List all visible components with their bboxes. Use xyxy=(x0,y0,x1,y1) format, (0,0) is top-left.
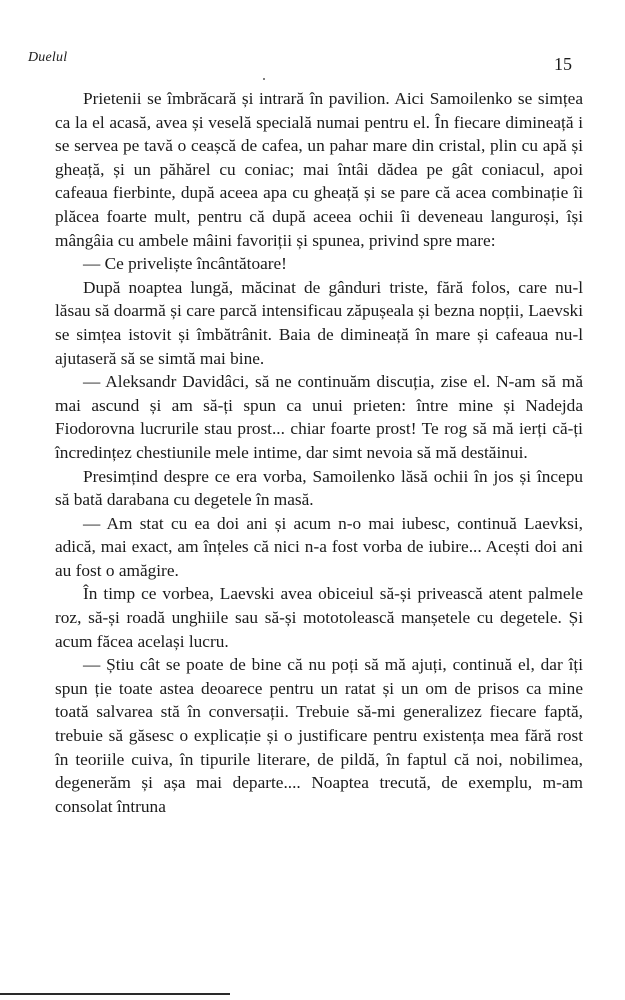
paragraph: — Știu cât se poate de bine că nu poți să mă ajuți, continuă el, dar îți spun ție toate astea deoarece pentru un ratat și un om de prisos ca mine toată salvarea stă în conversații. Trebuie să-mi generalizez fiecare faptă, trebuie să găsesc o explicație și o justificare pentru existența mea fără rost în teoriile cuiva, în tipurile literare, de pildă, în faptul că noi, nobilimea, degenerăm și așa mai departe.... Noaptea trecută, de exemplu, m-am consolat întruna xyxy=(55,655,583,816)
running-title: Duelul xyxy=(28,50,68,65)
paragraph: După noaptea lungă, măcinat de gânduri triste, fără folos, care nu-l lăsau să doarmă și care parcă intensificau zăpușeala și bezna nopții, Laevski se simțea istovit și îmbătrânit. Baia de dimineață în mare și cafeaua nu-l ajutaseră să se simtă mai bine. xyxy=(55,277,583,368)
paragraph: Prietenii se îmbrăcară și intrară în pavilion. Aici Samoilenko se simțea ca la el acasă, avea și veselă specială numai pentru el. În fiecare dimineață i se servea pe tavă o ceașcă de cafea, un pahar mare din cristal, plin cu apă și gheață, și un păhărel cu coniac; mai întâi dădea pe gât coniacul, apoi cafeaua fierbinte, după aceea apa cu gheață și se pare că acea combinație îi plăcea foarte mult, pentru că după aceea ochii îi deveneau languroși, își mângâia cu ambele mâini favoriții și spunea, privind spre mare: xyxy=(55,89,583,250)
paragraph: — Am stat cu ea doi ani și acum n-o mai iubesc, continuă Laevksi, adică, mai exact, am înțeles că nici n-a fost vorba de iubire... Acești doi ani au fost o amăgire. xyxy=(55,513,583,580)
paragraph: — Ce priveliște încântătoare! xyxy=(83,254,287,274)
page-number: 15 xyxy=(554,54,572,74)
page-edge-line xyxy=(0,993,230,995)
paragraph: — Aleksandr Davidâci, să ne continuăm discuția, zise el. N-am să mă mai ascund și am să-ți spun ca unui prieten: între mine și Nadejda Fiodorovna lucrurile stau prost... chiar foarte prost! Te rog să mă ierți că-ți încredințez chestiunile mele intime, dar simt nevoia să mă destăinui. xyxy=(55,372,583,462)
paragraph: În timp ce vorbea, Laevski avea obiceiul să-și privească atent palmele roz, să-și roadă unghiile sau să-și mototolească manșetele cu degetele. Și acum făcea același lucru. xyxy=(55,584,583,651)
print-speck xyxy=(263,78,265,80)
body-text xyxy=(55,87,583,818)
paragraph: Presimțind despre ce era vorba, Samoilenko lăsă ochii în jos și începu să bată darabana cu degetele în masă. xyxy=(55,466,583,510)
